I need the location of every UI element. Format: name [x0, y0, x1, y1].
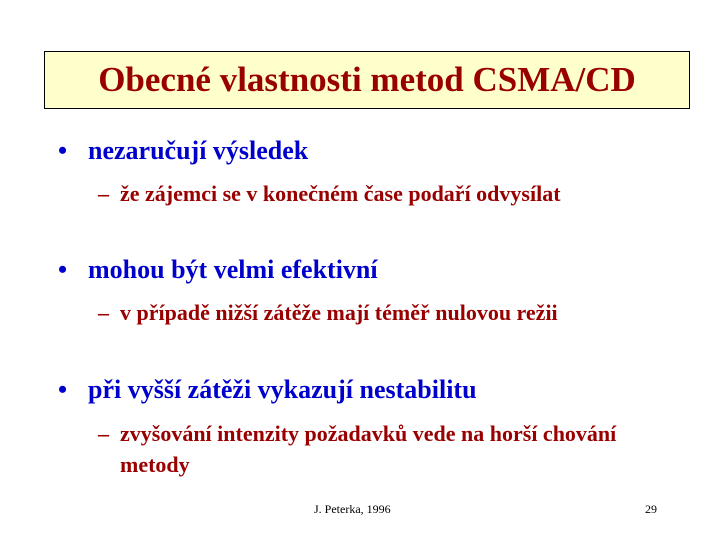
sub-dash: –	[98, 181, 109, 206]
sub-item-2	[98, 297, 658, 328]
sub-dash: –	[98, 421, 109, 446]
bullet-dot: •	[58, 136, 68, 165]
sub-text: že zájemci se v konečném čase podaří odvysílat	[120, 181, 561, 206]
slide-title-box	[44, 51, 690, 109]
bullet-dot: •	[58, 255, 68, 284]
slide-title: Obecné vlastnosti metod CSMA/CD	[98, 60, 636, 99]
bullet-text: mohou být velmi efektivní	[88, 255, 378, 284]
sub-text: zvyšování intenzity požadavků vede na horší chování metody	[120, 421, 617, 477]
sub-item-3	[98, 418, 658, 480]
page-number: 29	[645, 502, 657, 516]
bullet-dot: •	[58, 375, 68, 404]
bullet-item-3	[58, 375, 477, 405]
bullet-item-2	[58, 255, 378, 285]
sub-dash: –	[98, 300, 109, 325]
bullet-item-1	[58, 136, 308, 166]
footer-author: J. Peterka, 1996	[314, 502, 391, 516]
sub-text: v případě nižší zátěže mají téměř nulovou režii	[120, 300, 558, 325]
sub-item-1	[98, 178, 658, 209]
bullet-text: nezaručují výsledek	[88, 136, 309, 165]
bullet-text: při vyšší zátěži vykazují nestabilitu	[88, 375, 477, 404]
